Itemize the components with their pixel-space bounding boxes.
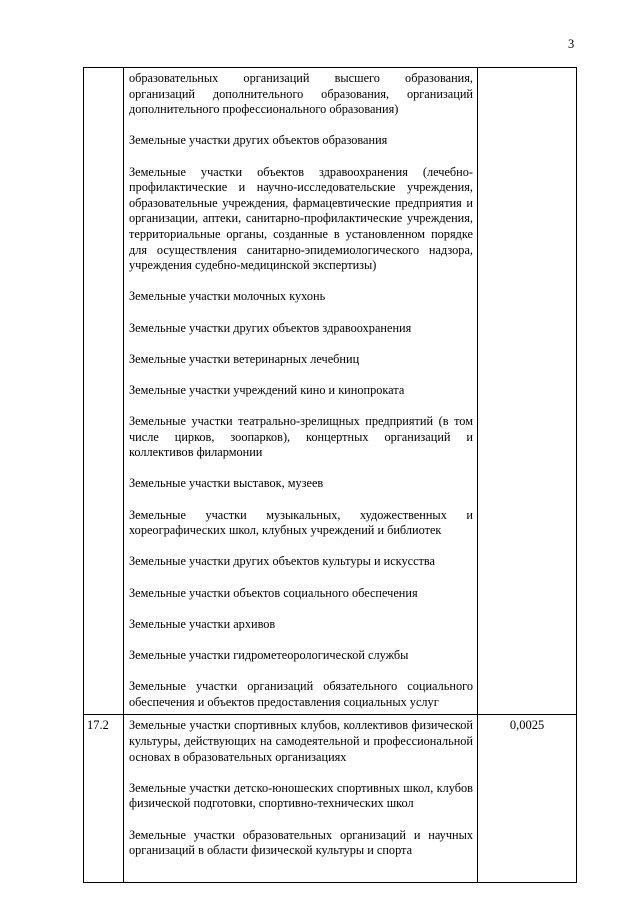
description-paragraph: Земельные участки образовательных организаций и научных организаций в области физической культуры и спорта (129, 827, 473, 858)
description-paragraph: Земельные участки выставок, музеев (129, 476, 324, 491)
description-paragraph: Земельные участки спортивных клубов, коллективов физической культуры, действующих на самодеятельной и профессиональной основах в образовательных организациях (129, 718, 473, 764)
description-paragraph: Земельные участки объектов здравоохранения (лечебно-профилактические и научно-исследовательские учреждения, образовательные учреждения, фармацевтические предприятия и организации, аптеки, санитарно-профилактические учреждения, территориальные органы, созданные в установленном порядке для осуществления санитарно-эпидемиологического надзора, учреждения судебно-медицинской экспертизы) (129, 164, 473, 273)
land-plots-table (83, 67, 577, 883)
row-description-cell (124, 715, 478, 883)
description-paragraph: Земельные участки организаций обязательного социального обеспечения и объектов предоставления социальных услуг (129, 679, 473, 709)
row-description-cell (124, 68, 478, 715)
description-paragraph: Земельные участки учреждений кино и кинопроката (129, 382, 405, 397)
row-code-cell: 17.2 (84, 715, 124, 883)
page-number: 3 (568, 37, 575, 51)
row-code-cell (84, 68, 124, 715)
description-paragraph: Земельные участки других объектов образования (129, 133, 388, 148)
description-paragraph: Земельные участки молочных кухонь (129, 289, 326, 304)
table-row (84, 715, 577, 883)
description-paragraph: Земельные участки других объектов культуры и искусства (129, 554, 435, 569)
description-paragraph: Земельные участки театрально-зрелищных предприятий (в том числе цирков, зоопарков), концертных организаций и коллективов филармонии (129, 414, 473, 460)
description-paragraph: Земельные участки объектов социального обеспечения (129, 585, 418, 600)
description-paragraph: Земельные участки гидрометеорологической службы (129, 647, 409, 662)
description-paragraph: Земельные участки музыкальных, художественных и хореографических школ, клубных учреждений и библиотек (129, 507, 473, 538)
description-paragraph: Земельные участки ветеринарных лечебниц (129, 351, 360, 366)
table-row (84, 68, 577, 715)
description-paragraph: Земельные участки других объектов здравоохранения (129, 320, 412, 335)
description-paragraph: Земельные участки архивов (129, 616, 276, 631)
row-value-cell (478, 68, 577, 715)
row-value-cell: 0,0025 (478, 715, 577, 883)
description-paragraph: образовательных организаций высшего образования, организаций дополнительного образования, организаций дополнительного профессионального образования) (129, 71, 473, 117)
description-paragraph: Земельные участки детско-юношеских спортивных школ, клубов физической подготовки, спортивно-технических школ (129, 780, 473, 811)
